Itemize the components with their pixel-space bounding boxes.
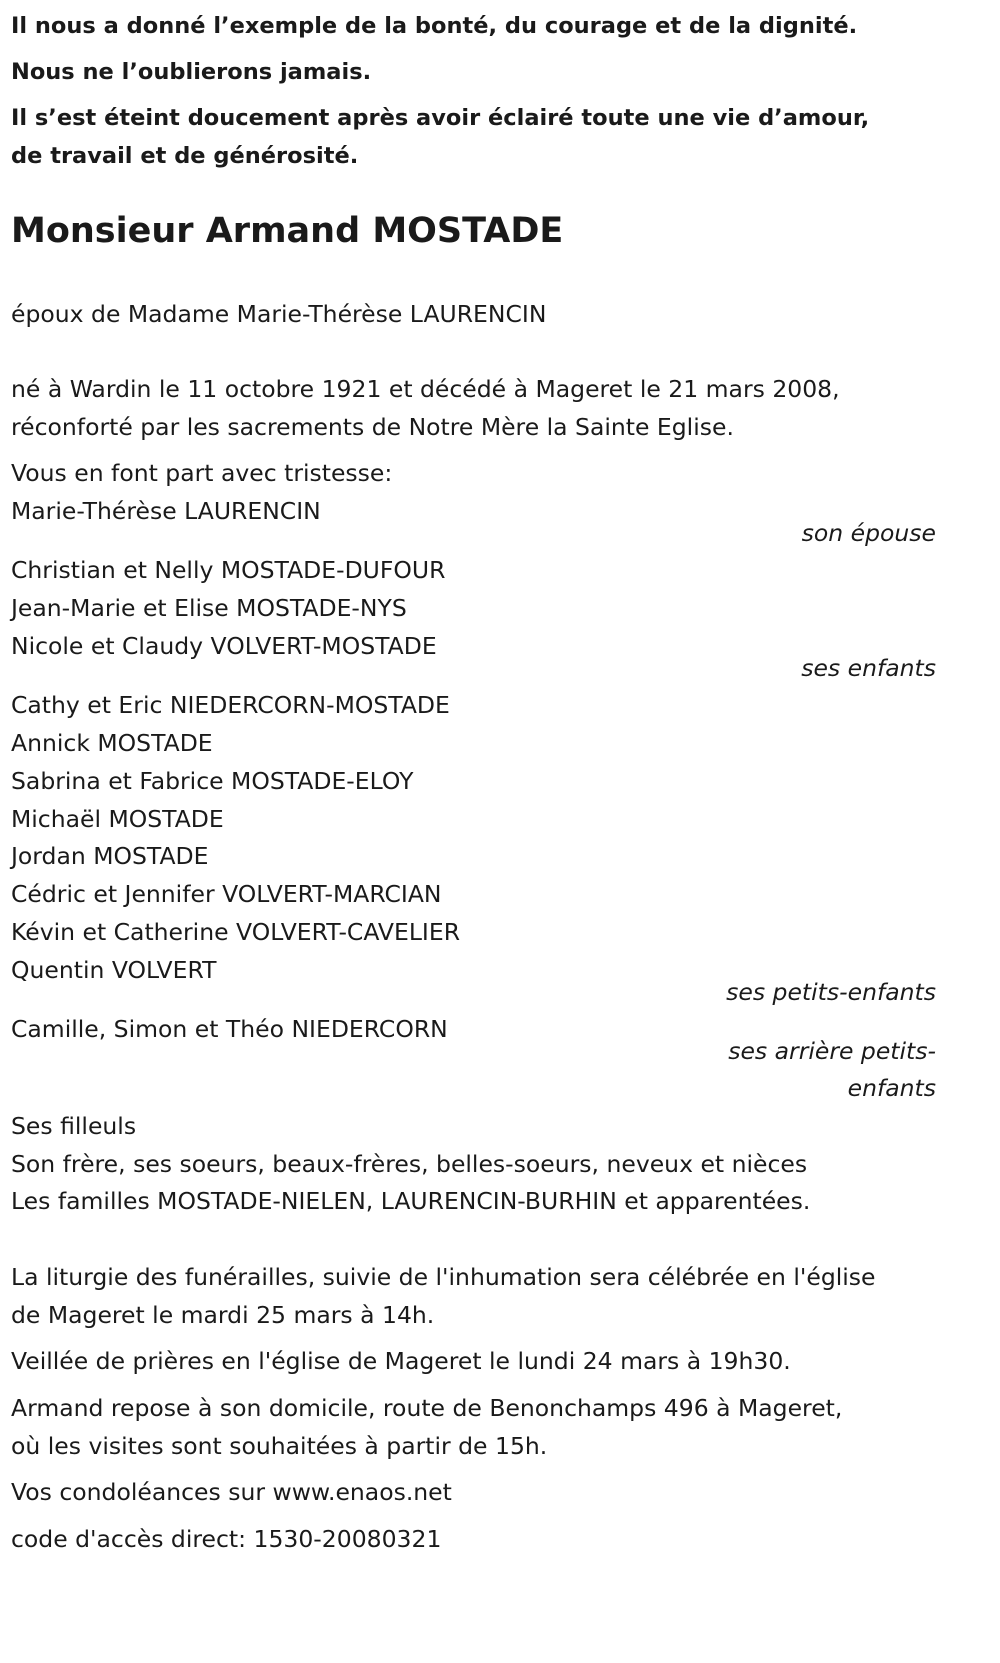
birth-death-line-2: réconforté par les sacrements de Notre Mère la Sainte Eglise. bbox=[11, 413, 734, 441]
family-member: Annick MOSTADE bbox=[11, 729, 213, 757]
rest-line-1: Armand repose à son domicile, route de Benonchamps 496 à Mageret, bbox=[11, 1394, 843, 1422]
liturgy-line-1: La liturgie des funérailles, suivie de l'inhumation sera célébrée en l'église bbox=[11, 1263, 876, 1291]
role-label-great-grandchildren-line-2: enfants bbox=[847, 1074, 936, 1102]
intro-line-1: Il nous a donné l’exemple de la bonté, du courage et de la dignité. bbox=[11, 13, 858, 39]
intro-line-2: Nous ne l’oublierons jamais. bbox=[11, 59, 372, 85]
access-code-line: code d'accès direct: 1530-20080321 bbox=[11, 1525, 442, 1553]
intro-line-4: de travail et de générosité. bbox=[11, 143, 359, 169]
liturgy-line-2: de Mageret le mardi 25 mars à 14h. bbox=[11, 1301, 435, 1329]
role-label-spouse: son épouse bbox=[801, 519, 936, 547]
godchildren-line: Ses filleuls bbox=[11, 1112, 137, 1140]
spouse-line: époux de Madame Marie-Thérèse LAURENCIN bbox=[11, 300, 547, 328]
family-member: Christian et Nelly MOSTADE-DUFOUR bbox=[11, 556, 446, 584]
family-member: Jean-Marie et Elise MOSTADE-NYS bbox=[11, 594, 407, 622]
family-member: Kévin et Catherine VOLVERT-CAVELIER bbox=[11, 918, 461, 946]
family-member: Cédric et Jennifer VOLVERT-MARCIAN bbox=[11, 880, 442, 908]
announcement: Vous en font part avec tristesse: bbox=[11, 459, 393, 487]
birth-death-line-1: né à Wardin le 11 octobre 1921 et décédé à Mageret le 21 mars 2008, bbox=[11, 375, 840, 403]
intro-line-3: Il s’est éteint doucement après avoir éclairé toute une vie d’amour, bbox=[11, 105, 870, 131]
family-member: Michaël MOSTADE bbox=[11, 805, 224, 833]
condolences-line: Vos condoléances sur www.enaos.net bbox=[11, 1478, 452, 1506]
family-member: Quentin VOLVERT bbox=[11, 956, 217, 984]
family-member: Camille, Simon et Théo NIEDERCORN bbox=[11, 1015, 448, 1043]
role-label-great-grandchildren-line-1: ses arrière petits- bbox=[728, 1037, 936, 1065]
families-line: Les familles MOSTADE-NIELEN, LAURENCIN-BURHIN et apparentées. bbox=[11, 1187, 811, 1215]
family-member: Sabrina et Fabrice MOSTADE-ELOY bbox=[11, 767, 414, 795]
siblings-line: Son frère, ses soeurs, beaux-frères, belles-soeurs, neveux et nièces bbox=[11, 1150, 808, 1178]
family-member: Nicole et Claudy VOLVERT-MOSTADE bbox=[11, 632, 437, 660]
role-label-children: ses enfants bbox=[801, 654, 936, 682]
family-member: Jordan MOSTADE bbox=[11, 842, 209, 870]
role-label-grandchildren: ses petits-enfants bbox=[726, 978, 936, 1006]
rest-line-2: où les visites sont souhaitées à partir de 15h. bbox=[11, 1432, 548, 1460]
family-member: Marie-Thérèse LAURENCIN bbox=[11, 497, 321, 525]
vigil-line: Veillée de prières en l'église de Mageret le lundi 24 mars à 19h30. bbox=[11, 1347, 791, 1375]
deceased-name: Monsieur Armand MOSTADE bbox=[11, 211, 564, 251]
family-member: Cathy et Eric NIEDERCORN-MOSTADE bbox=[11, 691, 450, 719]
